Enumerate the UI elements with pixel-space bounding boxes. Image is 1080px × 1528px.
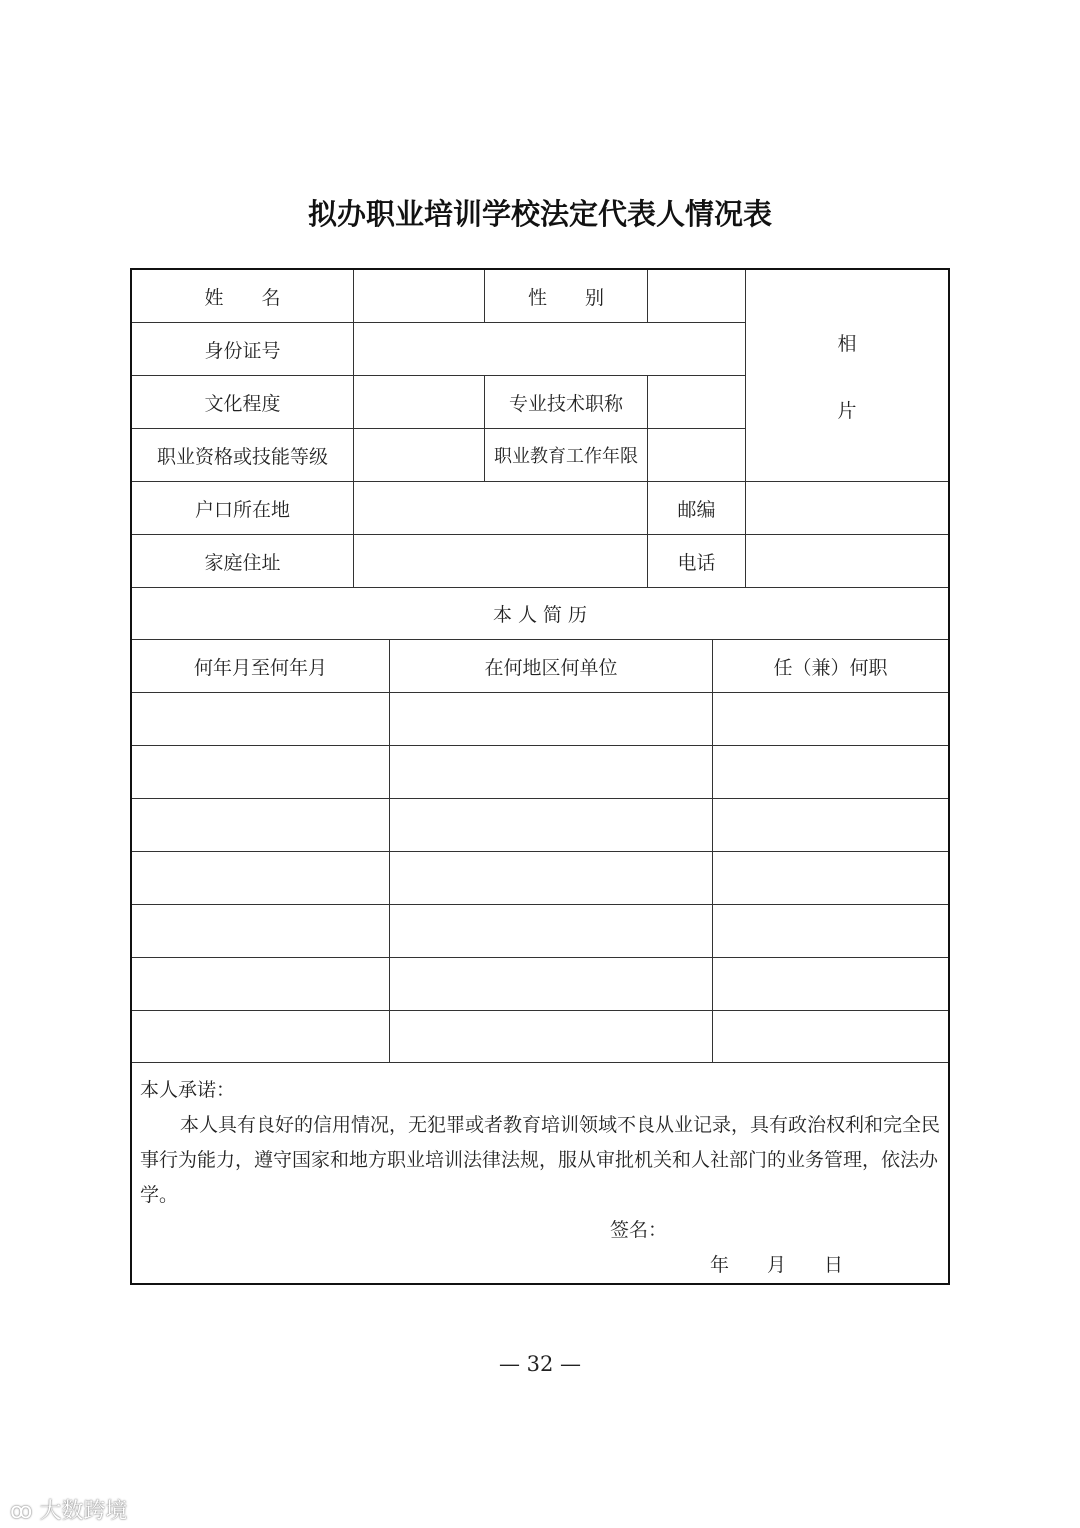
resume-position-cell[interactable] (713, 1010, 948, 1063)
label-qualification: 职业资格或技能等级 (132, 429, 354, 482)
resume-heading: 本 人 简 历 (132, 588, 948, 640)
id-number-field[interactable] (354, 323, 746, 376)
label-gender: 性 别 (485, 270, 648, 323)
resume-col-unit: 在何地区何单位 (390, 640, 713, 693)
resume-position-cell[interactable] (713, 852, 948, 905)
resume-position-cell[interactable] (713, 746, 948, 799)
resume-unit-cell[interactable] (390, 852, 713, 905)
phone-field[interactable] (746, 535, 948, 588)
resume-unit-cell[interactable] (390, 799, 713, 852)
label-education: 文化程度 (132, 376, 354, 429)
resume-period-cell[interactable] (132, 746, 390, 799)
resume-period-cell[interactable] (132, 799, 390, 852)
resume-position-cell[interactable] (713, 905, 948, 958)
name-field[interactable] (354, 270, 485, 323)
label-address: 家庭住址 (132, 535, 354, 588)
gender-field[interactable] (648, 270, 746, 323)
resume-position-cell[interactable] (713, 693, 948, 746)
label-hukou: 户口所在地 (132, 482, 354, 535)
resume-period-cell[interactable] (132, 1010, 390, 1063)
label-postcode: 邮编 (648, 482, 746, 535)
resume-position-cell[interactable] (713, 799, 948, 852)
resume-period-cell[interactable] (132, 852, 390, 905)
professional-title-field[interactable] (648, 376, 746, 429)
resume-col-period: 何年月至何年月 (132, 640, 390, 693)
page-title: 拟办职业培训学校法定代表人情况表 (307, 197, 772, 231)
label-professional-title: 专业技术职称 (485, 376, 648, 429)
postcode-field[interactable] (746, 482, 948, 535)
signature-label: 签名： (610, 1219, 668, 1241)
address-field[interactable] (354, 535, 648, 588)
photo-label-2: 片 (837, 399, 857, 422)
resume-unit-cell[interactable] (390, 1010, 713, 1063)
watermark-logo: ꝏ 大数跨境 (10, 1499, 128, 1524)
photo-label-1: 相 (837, 332, 857, 355)
label-name: 姓 名 (132, 270, 354, 323)
resume-unit-cell[interactable] (390, 693, 713, 746)
label-vocational-years: 职业教育工作年限 (485, 429, 648, 482)
resume-col-position: 任（兼）何职 (713, 640, 948, 693)
label-phone: 电话 (648, 535, 746, 588)
resume-period-cell[interactable] (132, 693, 390, 746)
promise-body: 本人具有良好的信用情况，无犯罪或者教育培训领域不良从业记录，具有政治权利和完全民事行为能力，遵守国家和地方职业培训法律法规，服从审批机关和人社部门的业务管理，依法办学。 (140, 1114, 941, 1206)
form-table (130, 268, 950, 1285)
education-field[interactable] (354, 376, 485, 429)
resume-unit-cell[interactable] (390, 958, 713, 1011)
resume-unit-cell[interactable] (390, 905, 713, 958)
resume-unit-cell[interactable] (390, 746, 713, 799)
promise-section (132, 1061, 948, 1283)
label-id-number: 身份证号 (132, 323, 354, 376)
resume-period-cell[interactable] (132, 905, 390, 958)
qualification-field[interactable] (354, 429, 485, 482)
date-label: 年 月 日 (710, 1254, 844, 1276)
resume-position-cell[interactable] (713, 958, 948, 1011)
promise-heading: 本人承诺： (140, 1079, 236, 1101)
resume-period-cell[interactable] (132, 958, 390, 1011)
vocational-years-field[interactable] (648, 429, 746, 482)
page-number: — 32 — (498, 1352, 582, 1376)
photo-cell[interactable] (746, 270, 948, 482)
hukou-field[interactable] (354, 482, 648, 535)
